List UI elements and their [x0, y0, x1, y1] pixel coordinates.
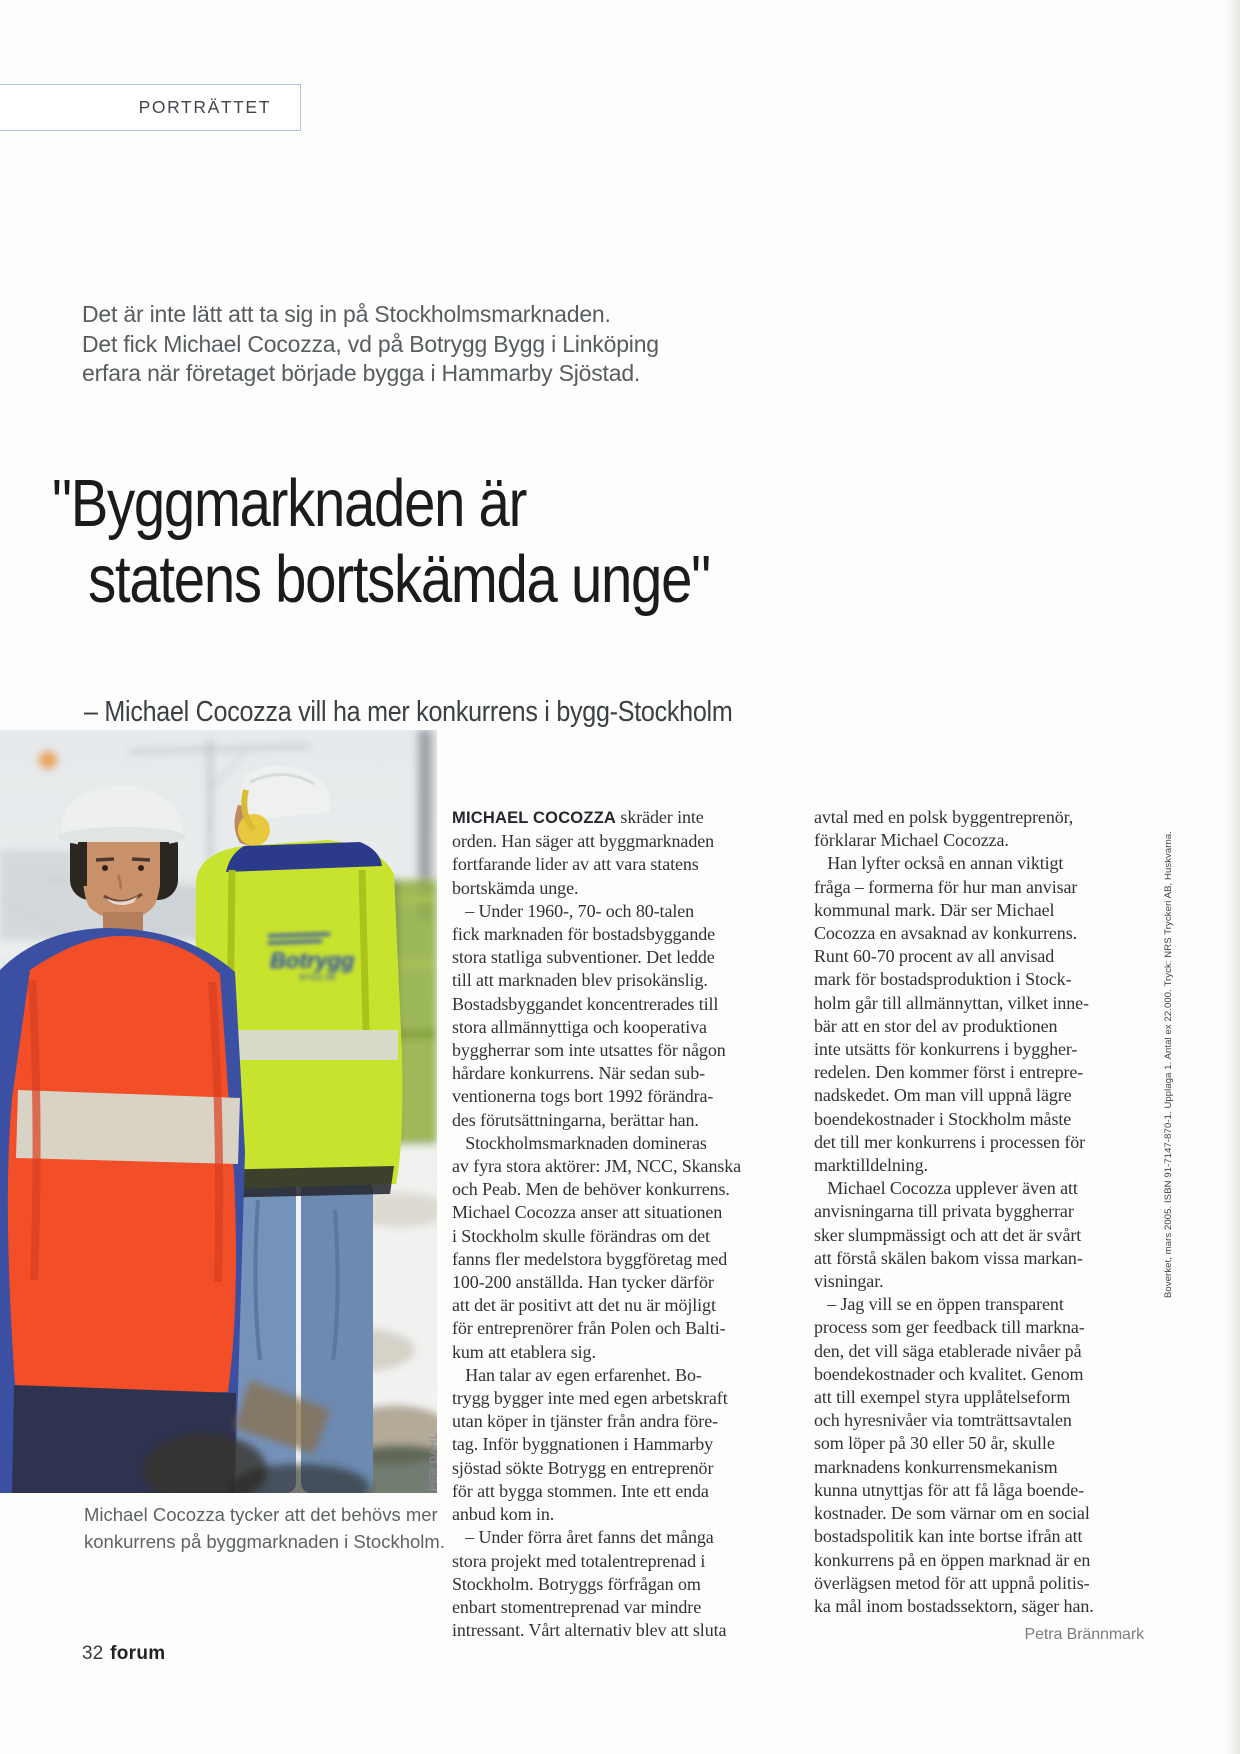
lead-in-name: MICHAEL COCOZZA	[452, 809, 617, 827]
headline-line-2: statens bortskämda unge"	[88, 542, 710, 617]
body-text-line: att till exempel styra upplåtelseform	[814, 1387, 1071, 1408]
body-text-line: och hyresnivåer via tomträttsavtalen	[814, 1410, 1072, 1431]
body-text-line: Bostadsbyggandet koncentrerades till	[452, 993, 719, 1014]
body-text-line: enbart stomentreprenad var mindre	[452, 1596, 702, 1617]
body-text-line: det till mer konkurrens i processen för	[814, 1131, 1086, 1152]
body-text-line: process som ger feedback till markna-	[814, 1317, 1085, 1338]
byline: Petra Brännmark	[1024, 1626, 1144, 1644]
body-text-line: för att bygga stommen. Inte ett enda	[452, 1480, 709, 1501]
body-text-line: fick marknaden för bostadsbyggande	[452, 924, 716, 945]
body-text-line: bostadspolitik kan inte bortse ifrån att	[814, 1526, 1083, 1547]
body-text-line: konkurrens på en öppen marknad är en	[814, 1549, 1091, 1570]
body-text-line: fråga – formerna för hur man anvisar	[814, 876, 1078, 897]
body-text-line: kum att etablera sig.	[452, 1341, 596, 1362]
body-text-line: stora allmännyttiga och kooperativa	[452, 1016, 707, 1037]
subheadline: – Michael Cocozza vill ha mer konkurrens i bygg-Stockholm	[84, 696, 733, 728]
headline	[52, 466, 710, 618]
body-text-line: Michael Cocozza anser att situationen	[452, 1202, 723, 1223]
body-text-line: kostnader. De som värnar om en social	[814, 1503, 1090, 1524]
body-text-line: trygg bygger inte med egen arbetskraft	[452, 1388, 728, 1409]
intro-line: erfara när företaget började bygga i Hammarby Sjöstad.	[82, 360, 641, 386]
ear-protector	[238, 814, 270, 846]
photo-illustration	[0, 730, 437, 1493]
body-text-line: Cocozza en avsaknad av konkurrens.	[814, 923, 1077, 944]
body-text-line: hårdare konkurrens. När sedan sub-	[452, 1063, 706, 1084]
face	[80, 842, 164, 920]
body-text-line: redelen. Den kommer först i entrepre-	[814, 1062, 1084, 1083]
body-text-line: sker slumpmässigt och att det är svårt	[814, 1224, 1082, 1245]
body-text-line: stora statliga subventioner. Det ledde	[452, 947, 715, 968]
body-text-line: sjöstad sökte Botrygg en entreprenör	[452, 1457, 714, 1478]
body-text-line: utan köper in tjänster från andra före-	[452, 1411, 718, 1432]
body-text-line: – Jag vill se en öppen transparent	[814, 1294, 1064, 1315]
article-column-2	[814, 806, 1144, 1646]
body-text-line: kommunal mark. Där ser Michael	[814, 899, 1055, 920]
body-text-line: des förutsättningarna, berättar han.	[452, 1109, 699, 1130]
body-text-line: att det är positivt att det nu är möjligt	[452, 1295, 716, 1316]
caption-line: konkurrens på byggmarknaden i Stockholm.	[84, 1530, 445, 1552]
body-text-line: för entreprenörer från Polen och Balti-	[452, 1318, 726, 1339]
body-text-line: anvisningarna till privata byggherrar	[814, 1201, 1074, 1222]
body-text-line: nadskedet. Om man vill uppnå lägre	[814, 1085, 1072, 1106]
body-text-line: bär att en stor del av produktionen	[814, 1015, 1058, 1036]
page-footer	[82, 1643, 165, 1665]
body-text-line: – Under förra året fanns det många	[452, 1527, 714, 1548]
lead-line	[452, 806, 782, 830]
body-text-line: avtal med en polsk byggentreprenör,	[814, 807, 1074, 827]
eyebrow	[96, 859, 114, 860]
body-text-line: byggherrar som inte utsattes för någon	[452, 1040, 726, 1061]
body-text-line: förklarar Michael Cocozza.	[814, 830, 1009, 851]
body-text-line: visningar.	[814, 1271, 884, 1292]
body-text-line: fortfarande lider av att vara statens	[452, 854, 699, 875]
body-text-line: Runt 60-70 procent av all anvisad	[814, 946, 1055, 967]
body-text-line: – Under 1960-, 70- och 80-talen	[452, 900, 695, 921]
headline-line-1: "Byggmarknaden är	[52, 466, 527, 541]
body-text-line: bortskämda unge.	[452, 877, 579, 898]
site-light	[39, 751, 57, 769]
svg-text:BYGG AB: BYGG AB	[300, 973, 336, 982]
body-text-line: anbud kom in.	[452, 1504, 555, 1525]
body-text-line: som löper på 30 eller 50 år, skulle	[814, 1433, 1055, 1454]
body-text-line: boendekostnader och kvalitet. Genom	[814, 1363, 1084, 1384]
body-text-line: Stockholmsmarknaden domineras	[452, 1132, 707, 1153]
section-label: PORTRÄTTET	[138, 97, 271, 117]
jacket-logo-text: Botrygg	[270, 948, 355, 973]
body-text-line: Han talar av egen erfarenhet. Bo-	[452, 1364, 702, 1385]
intro-line: Det fick Michael Cocozza, vd på Botrygg Bygg i Linköping	[82, 330, 659, 357]
photo-credit: PER DAHL	[428, 1432, 440, 1491]
body-text-line: av fyra stora aktörer: JM, NCC, Skanska	[452, 1156, 742, 1177]
body-text-line: överlägsen metod för att uppnå politis-	[814, 1572, 1090, 1593]
body-text-line: i Stockholm skulle förändras om det	[452, 1225, 710, 1246]
eye	[138, 865, 144, 871]
portrait-photo	[0, 730, 437, 1493]
vest-reflective-stripe	[16, 1090, 240, 1164]
body-text-line: Han lyfter också en annan viktigt	[814, 853, 1064, 874]
eye	[102, 865, 108, 871]
page-number: 32	[82, 1643, 104, 1664]
lead-in-rest: skräder inte	[616, 807, 704, 827]
eyebrow	[132, 859, 150, 860]
body-text-line: till att marknaden blev prisokänslig.	[452, 970, 708, 991]
article-column-1	[452, 806, 782, 1642]
body-text-line: och Peab. Men de behöver konkurrens.	[452, 1179, 730, 1200]
intro-paragraph	[82, 300, 659, 389]
body-text-line: 100-200 anställda. Han tycker därför	[452, 1272, 714, 1293]
print-info-vertical: Boverket, mars 2005. ISBN 91-7147-870-1. Upplaga 1. Antal ex 22.000. Tryck: NRS Tryckeri AB, Huskvarna.	[1163, 830, 1174, 1298]
body-text-line: marktilldelning.	[814, 1155, 928, 1176]
body-text-line: holm går till allmännyttan, vilket inne-	[814, 992, 1089, 1013]
hivis-vest	[8, 936, 236, 1398]
body-text-line: stora projekt med totalentreprenad i	[452, 1550, 706, 1571]
column-1-lines	[452, 830, 782, 1642]
magazine-name: forum	[110, 1643, 166, 1664]
section-tag-box	[0, 84, 301, 131]
body-text-line: Stockholm. Botryggs förfrågan om	[452, 1573, 701, 1594]
body-text-line: ka mål inom bostadssektorn, säger han.	[814, 1595, 1094, 1616]
body-text-line: kunna utnyttjas för att få låga boende-	[814, 1479, 1085, 1500]
body-text-line: ventionerna togs bort 1992 förändra-	[452, 1086, 714, 1107]
body-text-line: fanns fler medelstora byggföretag med	[452, 1248, 728, 1269]
body-text-line: orden. Han säger att byggmarknaden	[452, 831, 715, 852]
body-text-line: att förstå skälen bakom vissa markan-	[814, 1247, 1083, 1268]
body-text-line: mark för bostadsproduktion i Stock-	[814, 969, 1072, 990]
body-text-line: tag. Inför byggnationen i Hammarby	[452, 1434, 714, 1455]
body-text-line: boendekostnader i Stockholm måste	[814, 1108, 1072, 1129]
scan-edge	[1226, 0, 1240, 1754]
body-text-line: intressant. Vårt alternativ blev att sluta	[452, 1620, 727, 1641]
column-2-lines	[814, 806, 1144, 1618]
body-text-line: Michael Cocozza upplever även att	[814, 1178, 1078, 1199]
body-text-line: den, det vill säga etablerade nivåer på	[814, 1340, 1082, 1361]
body-text-line: inte utsätts för konkurrens i byggher-	[814, 1039, 1078, 1060]
intro-line: Det är inte lätt att ta sig in på Stockholmsmarknaden.	[82, 301, 611, 327]
photo-caption	[84, 1502, 445, 1555]
body-text-line: marknadens konkurrensmekanism	[814, 1456, 1058, 1477]
caption-line: Michael Cocozza tycker att det behövs mer	[84, 1504, 438, 1525]
